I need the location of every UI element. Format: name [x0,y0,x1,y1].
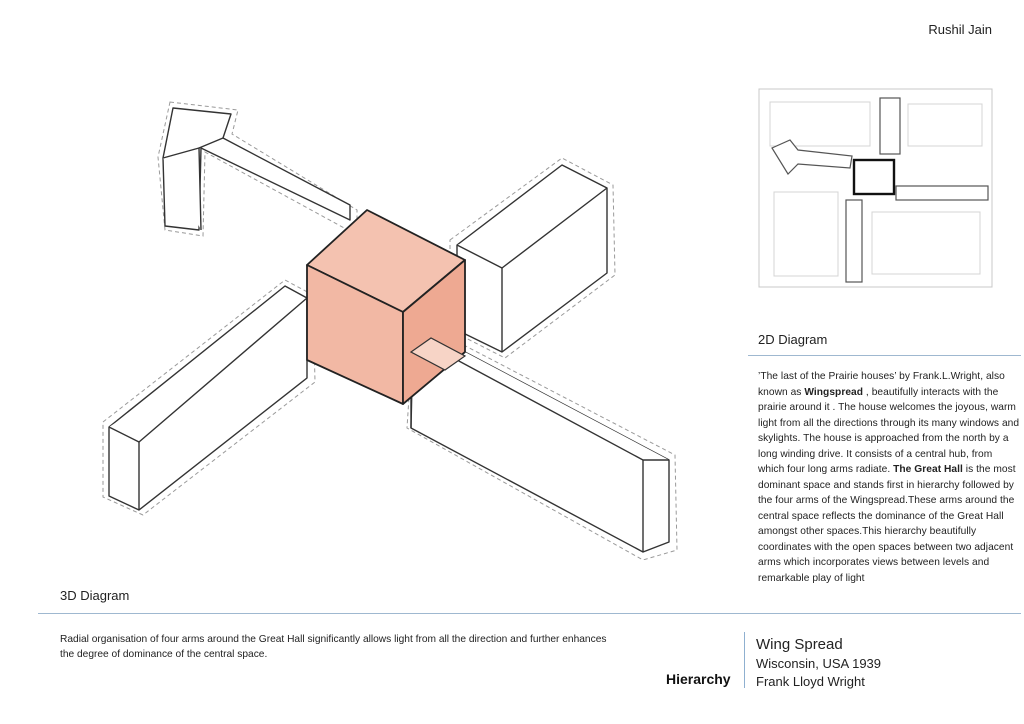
divider-2d [748,355,1021,356]
project-architect: Frank Lloyd Wright [756,674,865,689]
project-name: Wing Spread [756,636,843,653]
desc-bold-great-hall: The Great Hall [893,464,963,475]
plan-2d-diagram [758,88,993,288]
divider-3d [38,613,1021,614]
arm-northeast [457,165,607,352]
project-location: Wisconsin, USA 1939 [756,656,882,671]
author-name: Rushil Jain [928,22,992,37]
vertical-divider [744,632,745,688]
plan-arm-south [846,200,862,282]
plan-arm-east [896,186,988,200]
concept-title: Hierarchy [666,671,731,687]
label-3d-diagram: 3D Diagram [60,588,130,603]
desc-part-2: , beautifully interacts with the prairie around it . The house welcomes the joyous, warm light from all the directions through its many windows and skylights. The house is approached from the north by a long winding drive. It consists of a central hub, from which four long arms radiate. [758,386,1020,475]
desc-part-3: is the most dominant space and stands first in hierarchy followed by the four arms of the Wingspread.These arms around the central space reflects the dominance of the Great Hall amongst other spaces.This hierarchy beautifully coordinates with the open spaces between two adjacent arms which incorporates views between levels and remarkable play of light [758,464,1016,584]
plan-arm-north [880,98,900,154]
label-2d-diagram: 2D Diagram [758,332,828,347]
plan-great-hall [854,160,894,194]
desc-bold-wingspread: Wingspread [804,386,864,398]
caption-text: Radial organisation of four arms around the Great Hall significantly allows light from all the direction and further enhances the degree of dominance of the central space. [60,634,607,660]
axonometric-3d-diagram [95,90,695,560]
desc-part-1: ’The last of the Prairie houses’ by Frank.L.Wright, also known as [758,371,1005,398]
description-text [758,369,1020,586]
